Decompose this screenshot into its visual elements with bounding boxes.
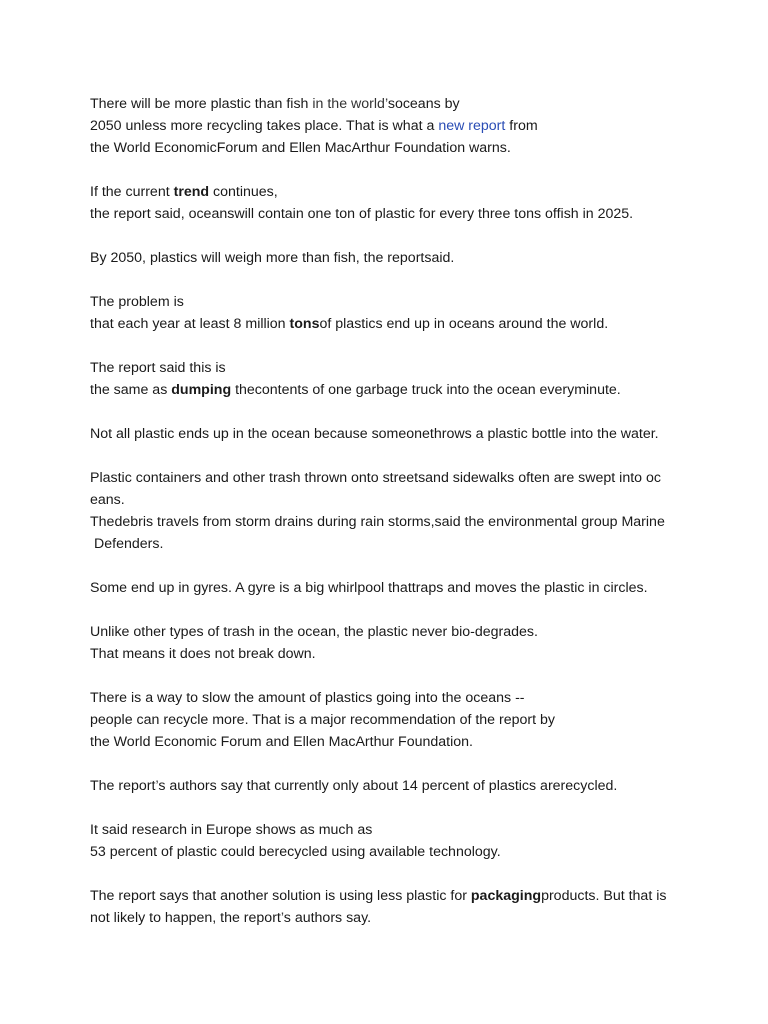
- paragraph-line: [90, 533, 728, 555]
- paragraph-line: [90, 137, 728, 159]
- text-run: There will be more plastic than fish: [90, 96, 313, 112]
- text-run: ’: [280, 910, 284, 926]
- text-run: Not all plastic ends up in the ocean because someonethrows a plastic bottle into the water.: [90, 426, 659, 442]
- bold-term-packaging: packaging: [470, 888, 542, 904]
- text-run: Unlike other types of trash in the ocean, the plastic never bio-degrades.: [90, 624, 538, 640]
- paragraph-line: [90, 687, 728, 709]
- text-run: Plastic containers and other trash thrown onto streetsand sidewalks often are swept into oc: [90, 470, 661, 486]
- paragraph-line: [90, 467, 728, 489]
- paragraph-line: [90, 643, 728, 665]
- text-run: eans.: [90, 492, 125, 508]
- paragraph-3: [90, 247, 728, 269]
- paragraph-line: [90, 819, 728, 841]
- paragraph-line: [90, 511, 728, 533]
- text-run: s authors say.: [283, 910, 372, 926]
- paragraph-line: [90, 203, 728, 225]
- paragraph-7: [90, 467, 728, 555]
- paragraph-1: [90, 93, 728, 159]
- text-run: There is a way to slow the amount of plastics going into the oceans --: [90, 690, 525, 706]
- paragraph-line: [90, 577, 728, 599]
- text-run: The report said this is: [90, 360, 226, 376]
- text-run: ’: [384, 96, 388, 112]
- text-run: not likely to happen, the report: [90, 910, 281, 926]
- paragraph-line: [90, 885, 728, 907]
- text-run: The report says that another solution is using less plastic for: [90, 888, 471, 904]
- paragraph-line: [90, 181, 728, 203]
- paragraph-9: [90, 621, 728, 665]
- paragraph-5: [90, 357, 728, 401]
- paragraph-line: [90, 621, 728, 643]
- paragraph-line: [90, 357, 728, 379]
- paragraph-line: [90, 731, 728, 753]
- bold-term-dumping: dumping: [171, 382, 232, 398]
- text-run: products. But that is: [541, 888, 667, 904]
- text-run: s authors say that currently only about 14 percent of plastics arerecycled.: [158, 778, 618, 794]
- text-run: The report: [90, 778, 156, 794]
- text-run: Thedebris travels from storm drains during rain storms,said the environmental group Marine: [90, 514, 665, 530]
- text-run: the report said, oceanswill contain one ton of plastic for every three tons offish in 2025.: [90, 206, 634, 222]
- bold-term-tons: tons: [289, 316, 320, 332]
- text-run: thecontents of one garbage truck into the ocean everyminute.: [231, 382, 621, 398]
- text-run: 53 percent of plastic could berecycled using available technology.: [90, 844, 501, 860]
- paragraph-line: [90, 775, 728, 797]
- paragraph-line: [90, 489, 728, 511]
- text-run: continues,: [209, 184, 278, 200]
- paragraph-11: [90, 775, 728, 797]
- paragraph-10: [90, 687, 728, 753]
- text-run: that each year at least 8 million: [90, 316, 290, 332]
- text-run: ’: [155, 778, 159, 794]
- paragraph-line: [90, 115, 728, 137]
- paragraph-line: [90, 291, 728, 313]
- text-run: from: [505, 118, 538, 134]
- paragraph-line: [90, 841, 728, 863]
- text-run: The problem is: [90, 294, 184, 310]
- paragraph-13: [90, 885, 728, 929]
- paragraph-line: [90, 423, 728, 445]
- paragraph-4: [90, 291, 728, 335]
- paragraph-12: [90, 819, 728, 863]
- text-run: soceans by: [387, 96, 460, 112]
- text-run: people can recycle more. That is a major recommendation of the report by: [90, 712, 556, 728]
- text-run: the same as: [90, 382, 172, 398]
- text-run: in the world: [312, 96, 385, 112]
- paragraph-line: [90, 247, 728, 269]
- paragraph-8: [90, 577, 728, 599]
- paragraph-line: [90, 93, 728, 115]
- text-run: the World EconomicForum and Ellen MacArthur Foundation warns.: [90, 140, 511, 156]
- text-run: Some end up in gyres. A gyre is a big whirlpool thattraps and moves the plastic in circles.: [90, 580, 648, 596]
- text-run: of plastics end up in oceans around the world.: [319, 316, 609, 332]
- text-run: the World Economic Forum and Ellen MacArthur Foundation.: [90, 734, 473, 750]
- paragraph-2: [90, 181, 728, 225]
- paragraph-line: [90, 907, 728, 929]
- text-run: If the current: [90, 184, 174, 200]
- text-run: It said research in Europe shows as much as: [90, 822, 373, 838]
- paragraph-line: [90, 313, 728, 335]
- paragraph-6: [90, 423, 728, 445]
- text-run: By 2050, plastics will weigh more than fish, the reportsaid.: [90, 250, 455, 266]
- bold-term-trend: trend: [173, 184, 210, 200]
- text-run: 2050 unless more recycling takes place. That is what a: [90, 118, 439, 134]
- text-run: That means it does not break down.: [90, 646, 316, 662]
- paragraph-line: [90, 709, 728, 731]
- new-report-link[interactable]: new report: [438, 118, 506, 134]
- text-run: Defenders.: [94, 536, 164, 552]
- paragraph-line: [90, 379, 728, 401]
